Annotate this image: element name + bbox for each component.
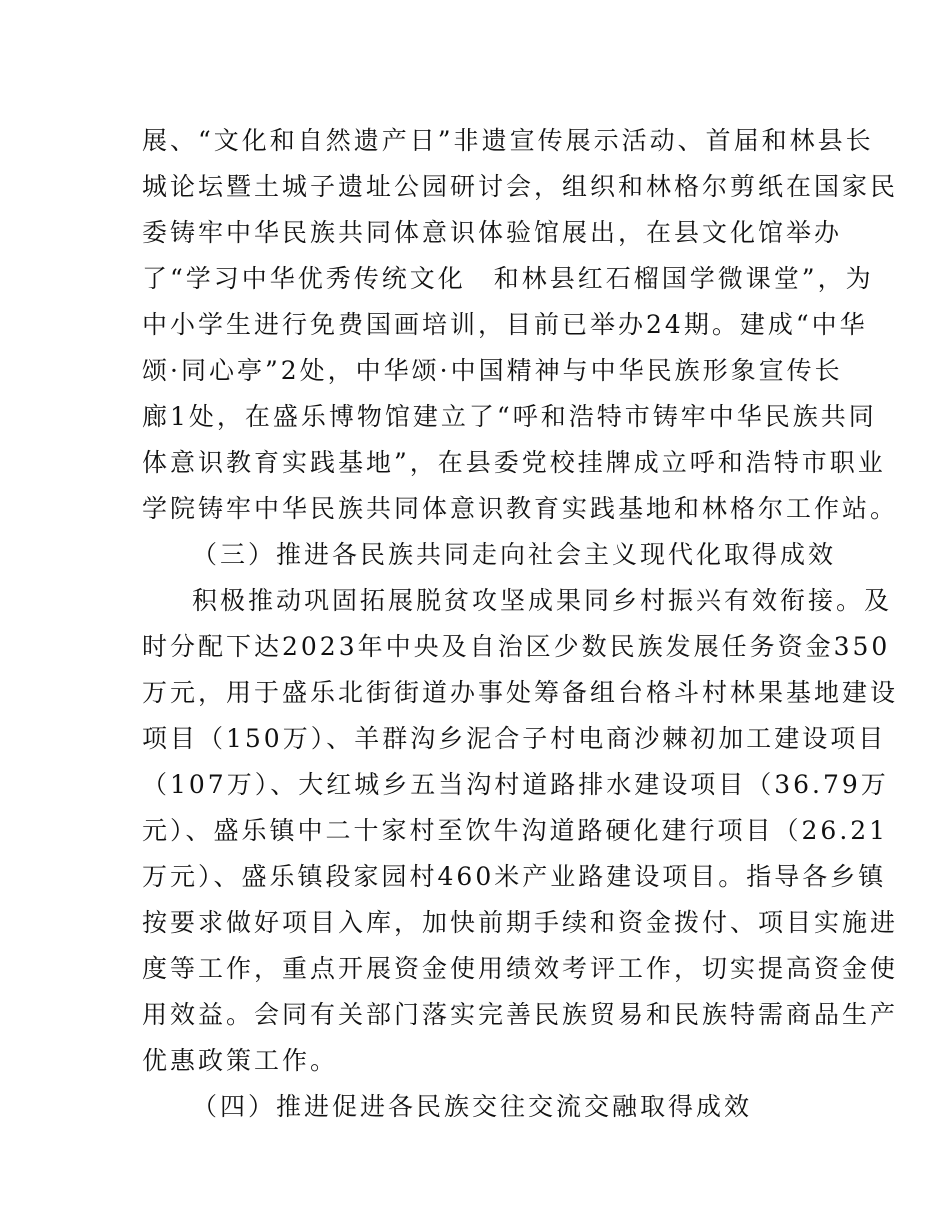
text-line: 体意识教育实践基地”，在县委党校挂牌成立呼和浩特市职业 <box>142 448 886 477</box>
text-line: （107万）、大红城乡五当沟村道路排水建设项目（36.79万 <box>142 770 889 799</box>
text-line: 时分配下达2023年中央及自治区少数民族发展任务资金350 <box>142 632 891 661</box>
paragraph-heading-line: 积极推动巩固拓展脱贫攻坚成果同乡村振兴有效衔接。及 <box>192 586 893 615</box>
paragraph-heading-line: （三）推进各民族共同走向社会主义现代化取得成效 <box>192 540 837 569</box>
text-line: 颂·同心亭”2处，中华颂·中国精神与中华民族形象宣传长 <box>142 356 843 385</box>
text-line: 委铸牢中华民族共同体意识体验馆展出，在县文化馆举办 <box>142 218 843 247</box>
text-line: 优惠政策工作。 <box>142 1046 339 1075</box>
text-line: 展、“文化和自然遗产日”非遗宣传展示活动、首届和林县长 <box>142 126 874 155</box>
text-line: 中小学生进行免费国画培训，目前已举办24期。建成“中华 <box>142 310 868 339</box>
document-body <box>142 118 899 1130</box>
text-line: 学院铸牢中华民族共同体意识教育实践基地和林格尔工作站。 <box>142 494 899 523</box>
text-line: 按要求做好项目入库，加快前期手续和资金拨付、项目实施进 <box>142 908 899 937</box>
text-line: 用效益。会同有关部门落实完善民族贸易和民族特需商品生产 <box>142 1000 899 1029</box>
text-line: 廊1处，在盛乐博物馆建立了“呼和浩特市铸牢中华民族共同 <box>142 402 877 431</box>
text-line: 了“学习中华优秀传统文化 和林县红石榴国学微课堂”，为 <box>142 264 874 293</box>
text-line: 城论坛暨土城子遗址公园研讨会，组织和林格尔剪纸在国家民 <box>142 172 899 201</box>
paragraph-heading-line: （四）推进促进各民族交往交流交融取得成效 <box>192 1092 753 1121</box>
text-line: 万元，用于盛乐北街街道办事处筹备组台格斗村林果基地建设 <box>142 678 899 707</box>
text-line: 元）、盛乐镇中二十家村至饮牛沟道路硬化建行项目（26.21 <box>142 816 889 845</box>
text-line: 万元）、盛乐镇段家园村460米产业路建设项目。指导各乡镇 <box>142 862 887 891</box>
text-line: 度等工作，重点开展资金使用绩效考评工作，切实提高资金使 <box>142 954 899 983</box>
text-line: 项目（150万）、羊群沟乡泥合子村电商沙棘初加工建设项目 <box>142 724 887 753</box>
